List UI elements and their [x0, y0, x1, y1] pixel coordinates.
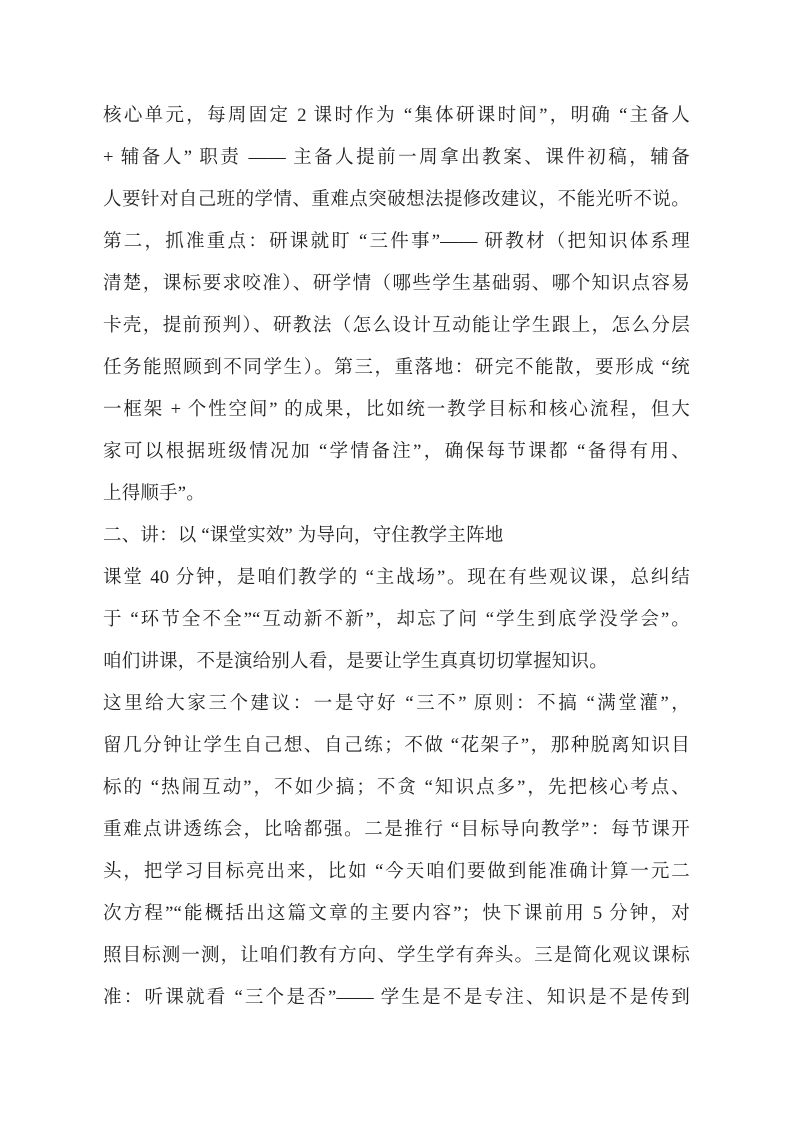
text-line: 标的 “热闹互动”，不如少搞；不贪 “知识点多”，先把核心考点、: [103, 778, 690, 798]
text-line: 准：听课就看 “三个是否”—— 学生是不是专注、知识是不是传到: [103, 988, 690, 1008]
text-line: 家可以根据班级情况加 “学情备注”，确保每节课都 “备得有用、: [103, 442, 690, 462]
text-line: 核心单元，每周固定 2 课时作为 “集体研课时间”，明确 “主备人: [103, 106, 690, 126]
paragraph-end-line: 咱们讲课，不是演给别人看，是要让学生真真切切掌握知识。: [103, 652, 608, 672]
text-line: 课堂 40 分钟，是咱们教学的 “主战场”。现在有些观议课，总纠结: [103, 568, 690, 588]
text-line: 次方程”“能概括出这篇文章的主要内容”；快下课前用 5 分钟，对: [103, 904, 690, 924]
text-line: 于 “环节全不全”“互动新不新”，却忘了问 “学生到底学没学会”。: [103, 610, 690, 630]
text-line: 人要针对自己班的学情、重难点突破想法提修改建议，不能光听不说。: [103, 190, 690, 210]
text-body: [103, 95, 690, 1019]
section-heading: 二、讲：以 “课堂实效” 为导向，守住教学主阵地: [103, 526, 504, 546]
text-line: 卡壳，提前预判）、研教法（怎么设计互动能让学生跟上，怎么分层: [103, 316, 690, 336]
text-line: 一框架 + 个性空间” 的成果，比如统一教学目标和核心流程，但大: [103, 400, 690, 420]
text-line: 清楚，课标要求咬准）、研学情（哪些学生基础弱、哪个知识点容易: [103, 274, 690, 294]
paragraph-end-line: 上得顺手”。: [103, 484, 205, 504]
text-line: 任务能照顾到不同学生）。第三，重落地：研完不能散，要形成 “统: [103, 358, 690, 378]
text-line: 照目标测一测，让咱们教有方向、学生学有奔头。三是简化观议课标: [103, 946, 690, 966]
text-line: 这里给大家三个建议：一是守好 “三不” 原则：不搞 “满堂灌”，: [103, 694, 690, 714]
text-line: 第二，抓准重点：研课就盯 “三件事”—— 研教材（把知识体系理: [103, 232, 690, 252]
text-line: + 辅备人” 职责 —— 主备人提前一周拿出教案、课件初稿，辅备: [103, 148, 690, 168]
text-line: 重难点讲透练会，比啥都强。二是推行 “目标导向教学”：每节课开: [103, 820, 690, 840]
text-line: 留几分钟让学生自己想、自己练；不做 “花架子”，那种脱离知识目: [103, 736, 690, 756]
text-line: 头，把学习目标亮出来，比如 “今天咱们要做到能准确计算一元二: [103, 862, 690, 882]
